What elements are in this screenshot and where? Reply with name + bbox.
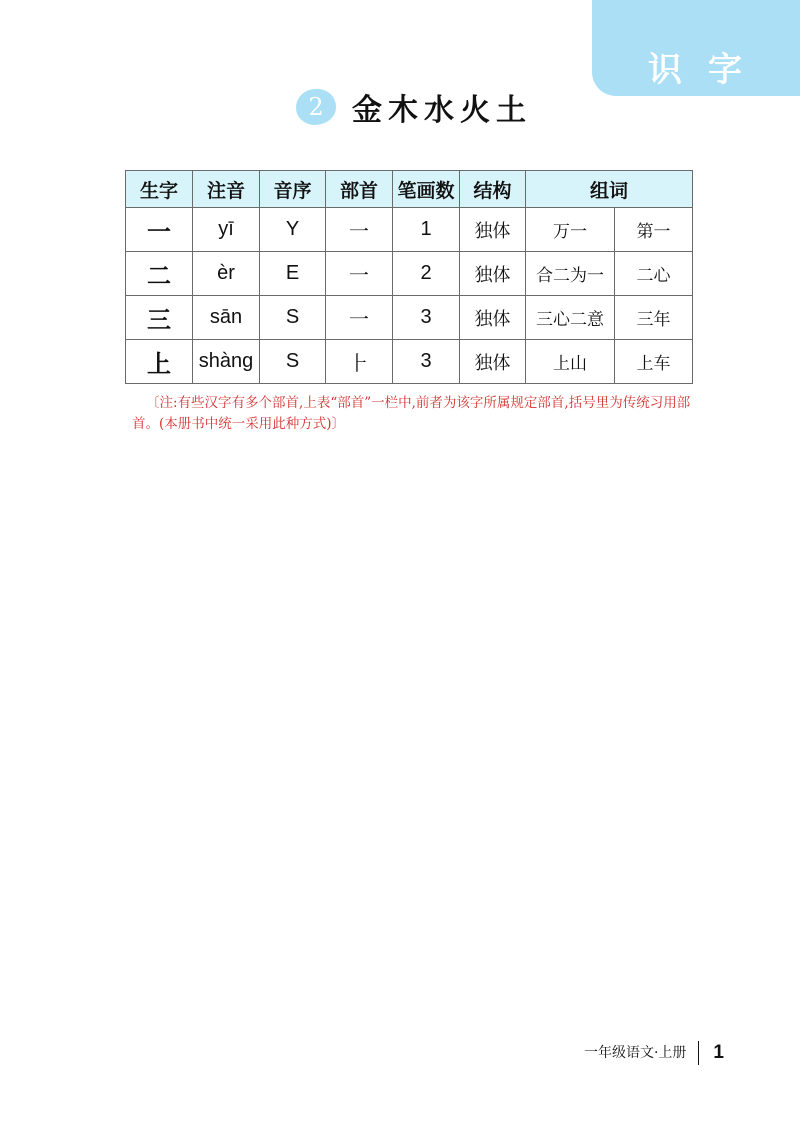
- header-structure: 结构: [460, 171, 526, 208]
- cell-char: 二: [126, 252, 193, 296]
- cell-sequence: S: [260, 340, 326, 384]
- cell-char: 一: [126, 208, 193, 252]
- lesson-number-badge: 2: [296, 89, 336, 125]
- section-tab-label: 识字: [648, 50, 768, 90]
- cell-radical: 一: [326, 296, 393, 340]
- cell-word-1: 上山: [526, 340, 615, 384]
- header-strokes: 笔画数: [393, 171, 460, 208]
- cell-sequence: E: [260, 252, 326, 296]
- cell-char: 三: [126, 296, 193, 340]
- cell-structure: 独体: [460, 208, 526, 252]
- cell-structure: 独体: [460, 296, 526, 340]
- header-radical: 部首: [326, 171, 393, 208]
- cell-pinyin: sān: [193, 296, 260, 340]
- cell-pinyin: èr: [193, 252, 260, 296]
- cell-word-1: 万一: [526, 208, 615, 252]
- cell-pinyin: shàng: [193, 340, 260, 384]
- cell-sequence: S: [260, 296, 326, 340]
- section-tab: [592, 0, 800, 96]
- character-table: [125, 170, 693, 384]
- cell-pinyin: yī: [193, 208, 260, 252]
- page-number: 1: [713, 1042, 724, 1063]
- lesson-heading: [296, 84, 532, 130]
- cell-strokes: 3: [393, 340, 460, 384]
- cell-word-2: 第一: [615, 208, 693, 252]
- table-note: 〔注:有些汉字有多个部首,上表“部首”一栏中,前者为该字所属规定部首,括号里为传统习用部首。(本册书中统一采用此种方式)〕: [132, 395, 691, 432]
- cell-char: 上: [126, 340, 193, 384]
- cell-radical: 一: [326, 252, 393, 296]
- table-row: [126, 252, 693, 296]
- table-row: [126, 208, 693, 252]
- cell-strokes: 3: [393, 296, 460, 340]
- table-row: [126, 296, 693, 340]
- cell-word-2: 上车: [615, 340, 693, 384]
- cell-strokes: 1: [393, 208, 460, 252]
- cell-radical: 一: [326, 208, 393, 252]
- table-header-row: [126, 171, 693, 208]
- cell-word-2: 二心: [615, 252, 693, 296]
- cell-strokes: 2: [393, 252, 460, 296]
- table-row: [126, 340, 693, 384]
- cell-structure: 独体: [460, 252, 526, 296]
- page-footer: [584, 1040, 724, 1066]
- header-words: 组词: [526, 171, 693, 208]
- book-title: 一年级语文·上册: [584, 1041, 699, 1065]
- cell-word-1: 合二为一: [526, 252, 615, 296]
- header-pinyin: 注音: [193, 171, 260, 208]
- cell-word-1: 三心二意: [526, 296, 615, 340]
- cell-radical: ⺊: [326, 340, 393, 384]
- cell-word-2: 三年: [615, 296, 693, 340]
- cell-sequence: Y: [260, 208, 326, 252]
- lesson-title: 金木水火土: [352, 93, 532, 128]
- cell-structure: 独体: [460, 340, 526, 384]
- header-char: 生字: [126, 171, 193, 208]
- header-sequence: 音序: [260, 171, 326, 208]
